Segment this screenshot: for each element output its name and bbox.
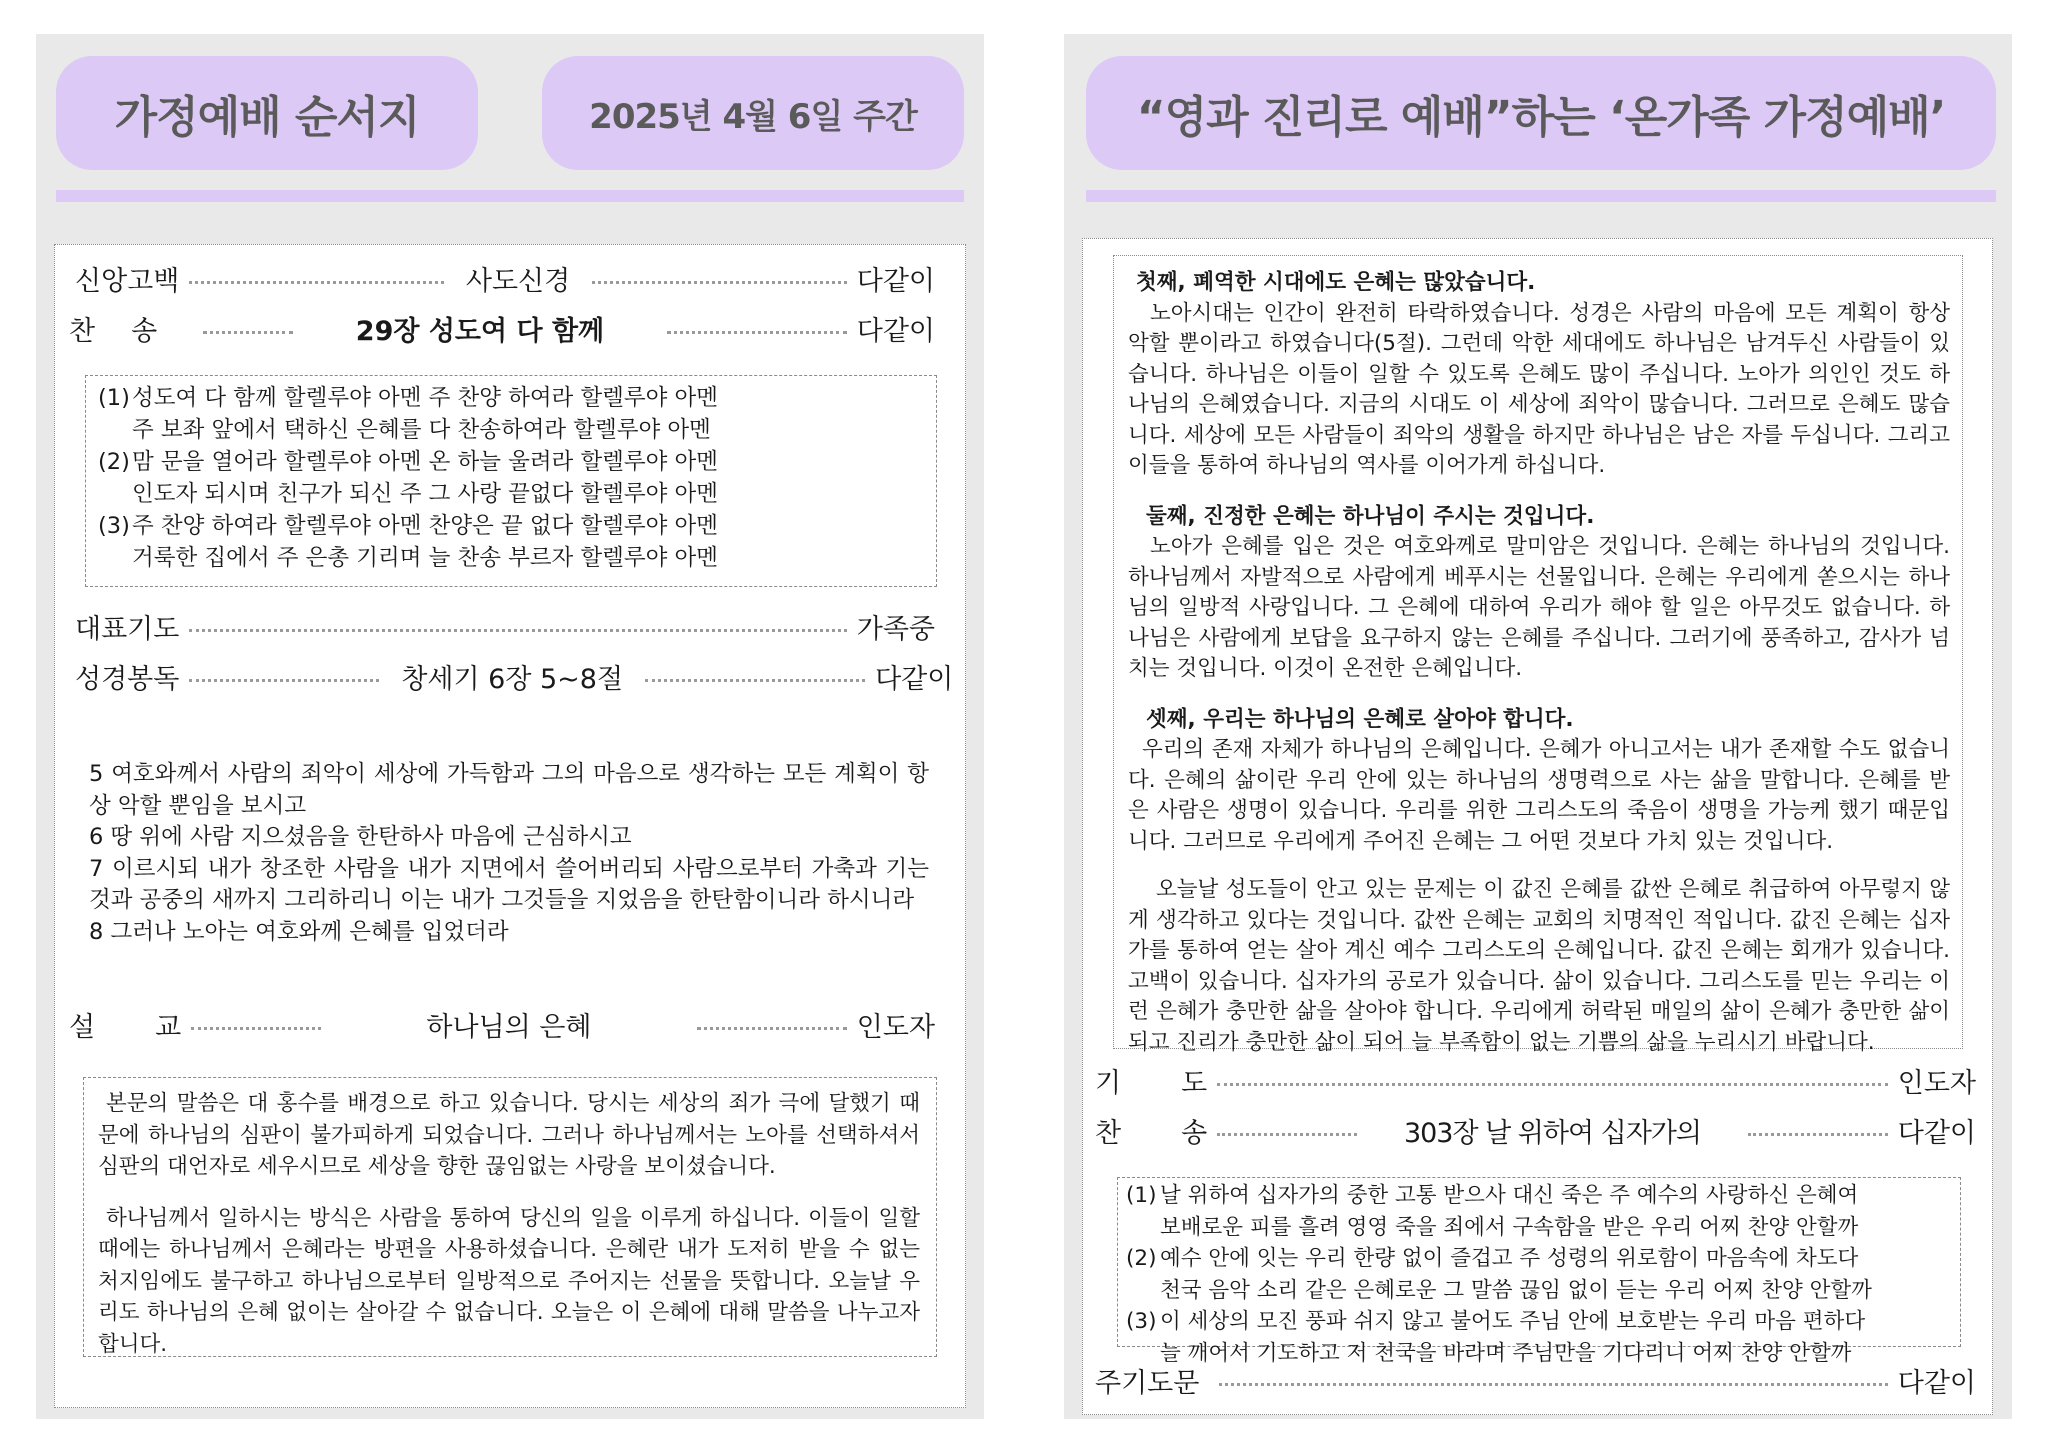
lyric-line: (1)성도여 다 함께 할렐루야 아멘 주 찬양 하여라 할렐루야 아멘 [98,385,719,411]
right-page [1064,34,2012,1419]
lyric-line: 늘 깨어서 기도하고 저 천국을 바라며 주님만을 기다리니 어찌 찬양 안할까 [1160,1340,1852,1366]
verse: 6 땅 위에 사람 지으셨음을 한탄하사 마음에 근심하시고 [89,824,632,850]
verse: 8 그러나 노아는 여호와께 은혜를 입었더라 [89,918,509,945]
sermon-point-heading: 둘째, 진정한 은혜는 하나님이 주시는 것입니다. [1146,503,1595,529]
title-divider [56,190,964,202]
verse: 7 이르시되 내가 창조한 사람을 내가 지면에서 쓸어버리되 사람으로부터 가축과 기는 것과 공중의 새까지 그리하리니 이는 내가 그것들을 지었음을 한탄함이니라 하시니라 [89,855,929,913]
hymn-lyrics-box-right [1117,1177,1961,1366]
intro-paragraph: 하나님께서 일하시는 방식은 사람을 통하여 당신의 일을 이루게 하십니다. 이들이 일할 때에는 하나님께서 은혜라는 방편을 사용하셨습니다. 은혜란 내가 도저히 받을 수 없는 처지임에도 불구하고 하나님으로부터 일방적으로 주어지는 선물을 뜻합니다. 오늘날 우리도 하나님의 은혜 없이는 살아갈 수 없습니다. 오늘은 이 은혜에 대해 말씀을 나누고자 합니다. [98,1205,920,1357]
bulletin-title: 가정예배 순서지 [56,56,478,170]
order-prayer-right: 기도 인도자 [1095,1068,1976,1099]
sermon-point-body: 노아가 은혜를 입은 것은 여호와께로 말미암은 것입니다. 은혜는 하나님의 것입니다. 하나님께서 자발적으로 사람에게 베푸시는 선물입니다. 은혜는 우리에게 쏟으시는 하나님의 일방적 사랑입니다. 그 은혜에 대하여 우리가 해야 할 일은 아무것도 없습니다. 하나님은 사람에게 보답을 요구하지 않는 은혜를 주십니다. 그러기에 풍족하고, 감사가 넘치는 것입니다. 이것이 온전한 은혜입니다. [1128,534,1950,681]
sermon-point-heading: 첫째, 폐역한 시대에도 은혜는 많았습니다. [1136,270,1536,295]
hymn-lyrics-box [85,375,937,587]
sermon-point-heading: 셋째, 우리는 하나님의 은혜로 살아야 합니다. [1146,706,1574,732]
order-lords-prayer: 주기도문 다같이 [1095,1368,1976,1399]
order-hymn-right: 찬송 303장 날 위하여 십자가의 다같이 [1095,1118,1976,1149]
service-title: “영과 진리로 예배”하는 ‘온가족 가정예배’ [1086,56,1996,170]
sermon-point-body: 오늘날 성도들이 안고 있는 문제는 이 값진 은혜를 값싼 은혜로 취급하여 아무렇지 않게 생각하고 있다는 것입니다. 값싼 은혜는 교회의 치명적인 적입니다. 값진 은혜는 십자가를 통하여 얻는 살아 계신 예수 그리스도의 은혜입니다. 값진 은혜는 회개가 있습니다. 고백이 있습니다. 십자가의 공로가 있습니다. 삶이 있습니다. 그리스도를 믿는 우리는 이런 은혜가 충만한 삶을 살아야 합니다. 우리에게 허락된 매일의 삶이 은혜가 충만한 삶이 되고 진리가 충만한 삶이 되어 늘 부족함이 없는 기쁨의 삶을 누리시기 바랍니다. [1128,877,1950,1055]
lyric-line: 주 보좌 앞에서 택하신 은혜를 다 찬송하여라 할렐루야 아멘 [132,417,711,443]
order-sermon: 설교 하나님의 은혜 인도자 [69,1012,935,1043]
sermon-intro-box [83,1077,937,1357]
hymn-lyrics [98,382,718,574]
sermon-sheet [1082,238,1993,1415]
lyric-line: 인도자 되시며 친구가 되신 주 그 사랑 끝없다 할렐루야 아멘 [132,481,719,507]
order-reading: 성경봉독 창세기 6장 5~8절 다같이 [75,664,954,695]
verse: 5 여호와께서 사람의 죄악이 세상에 가득함과 그의 마음으로 생각하는 모든 계획이 항상 악할 뿐임을 보시고 [89,761,929,819]
lyric-line: 천국 음악 소리 같은 은혜로운 그 말씀 끊임 없이 듣는 우리 어찌 찬양 안할까 [1160,1277,1872,1303]
hymn-lyrics [1126,1180,1872,1369]
lyric-line: (3) 이 세상의 모진 풍파 쉬지 않고 불어도 주님 안에 보호받는 우리 마음 편하다 [1126,1309,1866,1334]
intro-paragraph: 본문의 말씀은 대 홍수를 배경으로 하고 있습니다. 당시는 세상의 죄가 극에 달했기 때문에 하나님의 심판이 불가피하게 되었습니다. 그러나 하나님께서는 노아를 선택하셔서 심판의 대언자로 세우시므로 세상을 향한 끊임없는 사랑을 보이셨습니다. [98,1091,920,1179]
order-confession: 신앙고백 사도신경 다같이 [75,266,935,297]
lyric-line: (3)주 찬양 하여라 할렐루야 아멘 찬양은 끝 없다 할렐루야 아멘 [98,513,719,539]
lyric-line: 보배로운 피를 흘려 영영 죽을 죄에서 구속함을 받은 우리 어찌 찬양 안할까 [1160,1214,1859,1240]
sermon-body-box [1113,255,1963,1055]
title-divider [1086,190,1996,202]
lyric-line: (2) 예수 안에 잇는 우리 한량 없이 즐겁고 주 성령의 위로함이 마음속에 차도다 [1126,1246,1859,1271]
sermon-point-body: 우리의 존재 자체가 하나님의 은혜입니다. 은혜가 아니고서는 내가 존재할 수도 없습니다. 은혜의 삶이란 우리 안에 있는 하나님의 생명력으로 사는 삶을 말합니다. 은혜를 받은 사람은 생명이 있습니다. 우리를 위한 그리스도의 죽음이 생명을 가능케 했기 때문입니다. 그러므로 우리에게 주어진 은혜는 그 어떤 것보다 가치 있는 것입니다. [1128,737,1950,854]
lyric-line: (2)맘 문을 열어라 할렐루야 아멘 온 하늘 울려라 할렐루야 아멘 [98,449,719,475]
sermon-body [1128,268,1950,1058]
week-date: 2025년 4월 6일 주간 [542,56,964,170]
lyric-line: 거룩한 집에서 주 은총 기리며 늘 찬송 부르자 할렐루야 아멘 [132,545,719,571]
order-prayer: 대표기도 가족중 [75,614,935,645]
order-sheet [54,244,966,1408]
scripture-passage [89,759,929,948]
sermon-point-body: 노아시대는 인간이 완전히 타락하였습니다. 성경은 사람의 마음에 모든 계획이 항상 악할 뿐이라고 하였습니다(5절). 그런데 악한 세대에도 하나님은 남겨두신 사람들이 있습니다. 하나님은 이들이 일할 수 있도록 은혜도 많이 주십니다. 노아가 의인인 것도 하나님의 은혜였습니다. 지금의 시대도 이 세상에 죄악이 많습니다. 그러므로 은혜도 많습니다. 세상에 모든 사람들이 죄악의 생활을 하지만 하나님은 남은 자를 두십니다. 그리고 이들을 통하여 하나님의 역사를 이어가게 하십니다. [1128,300,1950,478]
lyric-line: (1) 날 위하여 십자가의 중한 고통 받으사 대신 죽은 주 예수의 사랑하신 은혜여 [1126,1183,1859,1208]
left-page [36,34,984,1419]
order-hymn: 찬송 29장 성도여 다 함께 다같이 [69,316,935,347]
sermon-intro [98,1088,920,1360]
